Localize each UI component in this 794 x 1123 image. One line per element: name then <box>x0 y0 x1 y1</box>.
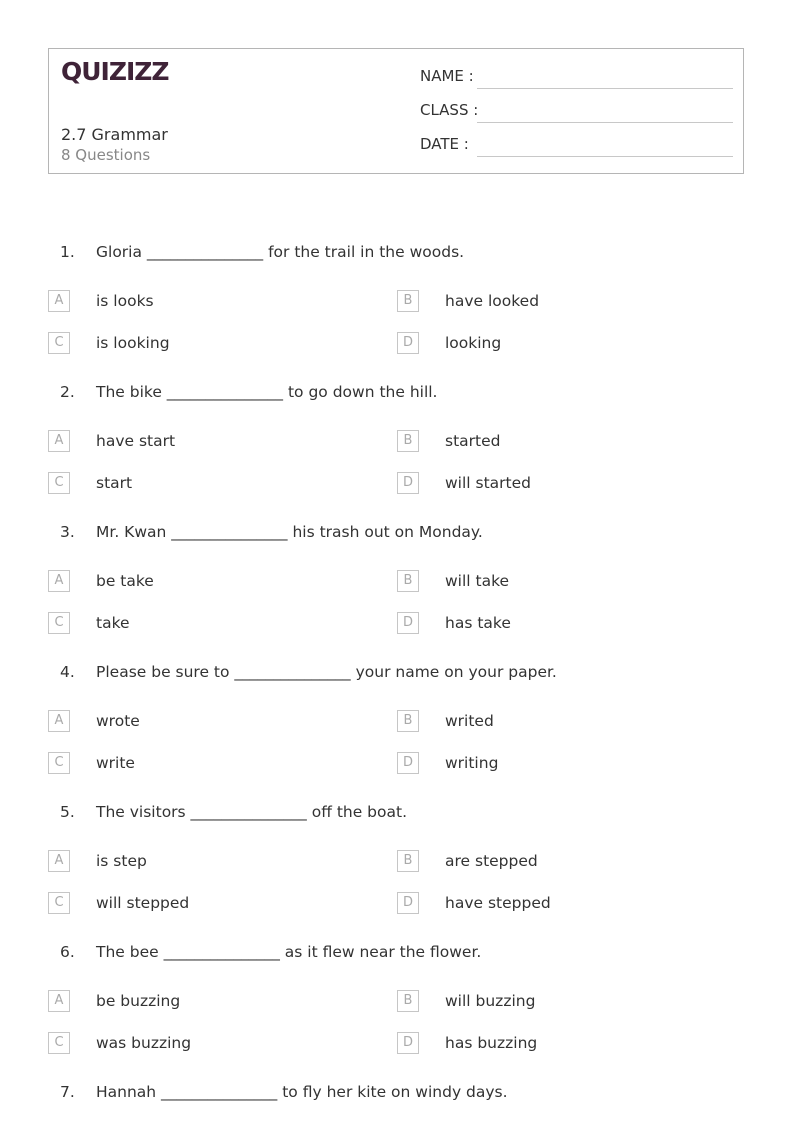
option-text: have looked <box>445 292 540 310</box>
question-text: The visitors _______________ off the boat. <box>96 803 408 821</box>
option-letter-box[interactable]: B <box>397 990 419 1012</box>
option-letter-box[interactable]: A <box>48 990 70 1012</box>
answer-option[interactable] <box>48 850 348 874</box>
answer-option[interactable] <box>397 710 697 734</box>
option-text: writed <box>445 712 494 730</box>
worksheet-header <box>48 48 744 174</box>
answer-option[interactable] <box>397 472 697 496</box>
question-number: 7. <box>60 1083 75 1101</box>
question-1 <box>60 241 760 263</box>
option-letter-box[interactable]: B <box>397 570 419 592</box>
option-letter-box[interactable]: B <box>397 710 419 732</box>
option-text: will buzzing <box>445 992 536 1010</box>
answer-option[interactable] <box>48 290 348 314</box>
question-text: The bike _______________ to go down the hill. <box>96 383 438 401</box>
option-text: is looks <box>96 292 154 310</box>
option-letter-box[interactable]: B <box>397 290 419 312</box>
option-letter-box[interactable]: C <box>48 332 70 354</box>
answer-option[interactable] <box>48 332 348 356</box>
answer-option[interactable] <box>397 752 697 776</box>
question-2 <box>60 381 760 403</box>
question-text: Please be sure to _______________ your name on your paper. <box>96 663 557 681</box>
answer-option[interactable] <box>397 332 697 356</box>
option-text: wrote <box>96 712 140 730</box>
class-label: CLASS : <box>420 101 479 119</box>
option-letter-box[interactable]: C <box>48 892 70 914</box>
question-text: The bee _______________ as it flew near the flower. <box>96 943 482 961</box>
answer-option[interactable] <box>48 472 348 496</box>
option-text: be buzzing <box>96 992 181 1010</box>
name-label: NAME : <box>420 67 474 85</box>
option-letter-box[interactable]: A <box>48 430 70 452</box>
question-number: 6. <box>60 943 75 961</box>
answer-option[interactable] <box>48 892 348 916</box>
question-3 <box>60 521 760 543</box>
option-text: is step <box>96 852 147 870</box>
question-number: 5. <box>60 803 75 821</box>
quizizz-logo: QUIZIZZ <box>61 57 169 86</box>
answer-option[interactable] <box>397 892 697 916</box>
option-letter-box[interactable]: A <box>48 850 70 872</box>
answer-option[interactable] <box>397 430 697 454</box>
option-text: was buzzing <box>96 1034 192 1052</box>
option-letter-box[interactable]: D <box>397 612 419 634</box>
answer-option[interactable] <box>48 430 348 454</box>
option-letter-box[interactable]: A <box>48 290 70 312</box>
question-number: 3. <box>60 523 75 541</box>
question-7 <box>60 1081 760 1103</box>
option-text: has take <box>445 614 511 632</box>
answer-option[interactable] <box>397 990 697 1014</box>
class-field[interactable] <box>420 101 733 123</box>
option-text: is looking <box>96 334 170 352</box>
question-4 <box>60 661 760 683</box>
option-text: start <box>96 474 133 492</box>
option-letter-box[interactable]: D <box>397 472 419 494</box>
question-text: Hannah _______________ to fly her kite on windy days. <box>96 1083 508 1101</box>
answer-option[interactable] <box>48 710 348 734</box>
option-text: take <box>96 614 130 632</box>
question-count: 8 Questions <box>61 146 151 164</box>
option-letter-box[interactable]: C <box>48 612 70 634</box>
option-letter-box[interactable]: C <box>48 1032 70 1054</box>
name-line[interactable] <box>477 88 733 89</box>
question-number: 4. <box>60 663 75 681</box>
option-text: will stepped <box>96 894 190 912</box>
option-letter-box[interactable]: D <box>397 1032 419 1054</box>
option-letter-box[interactable]: D <box>397 332 419 354</box>
date-line[interactable] <box>477 156 733 157</box>
question-number: 2. <box>60 383 75 401</box>
option-text: write <box>96 754 135 772</box>
worksheet-title: 2.7 Grammar <box>61 125 168 144</box>
option-letter-box[interactable]: C <box>48 752 70 774</box>
class-line[interactable] <box>477 122 733 123</box>
date-field[interactable] <box>420 135 733 157</box>
answer-option[interactable] <box>397 612 697 636</box>
answer-option[interactable] <box>48 612 348 636</box>
option-text: looking <box>445 334 502 352</box>
question-text: Gloria _______________ for the trail in the woods. <box>96 243 465 261</box>
option-letter-box[interactable]: C <box>48 472 70 494</box>
answer-option[interactable] <box>397 1032 697 1056</box>
question-6 <box>60 941 760 963</box>
name-field[interactable] <box>420 67 733 89</box>
answer-option[interactable] <box>397 290 697 314</box>
question-text: Mr. Kwan _______________ his trash out on Monday. <box>96 523 483 541</box>
option-text: writing <box>445 754 499 772</box>
option-text: started <box>445 432 501 450</box>
answer-option[interactable] <box>48 1032 348 1056</box>
option-text: will take <box>445 572 510 590</box>
option-text: will started <box>445 474 531 492</box>
option-letter-box[interactable]: A <box>48 570 70 592</box>
option-text: are stepped <box>445 852 538 870</box>
option-text: be take <box>96 572 154 590</box>
question-number: 1. <box>60 243 75 261</box>
option-letter-box[interactable]: A <box>48 710 70 732</box>
answer-option[interactable] <box>48 990 348 1014</box>
option-text: have stepped <box>445 894 551 912</box>
option-letter-box[interactable]: D <box>397 892 419 914</box>
answer-option[interactable] <box>48 570 348 594</box>
answer-option[interactable] <box>397 570 697 594</box>
answer-option[interactable] <box>48 752 348 776</box>
question-5 <box>60 801 760 823</box>
option-letter-box[interactable]: B <box>397 850 419 872</box>
option-text: have start <box>96 432 176 450</box>
option-letter-box[interactable]: D <box>397 752 419 774</box>
option-text: has buzzing <box>445 1034 538 1052</box>
date-label: DATE : <box>420 135 469 153</box>
option-letter-box[interactable]: B <box>397 430 419 452</box>
answer-option[interactable] <box>397 850 697 874</box>
